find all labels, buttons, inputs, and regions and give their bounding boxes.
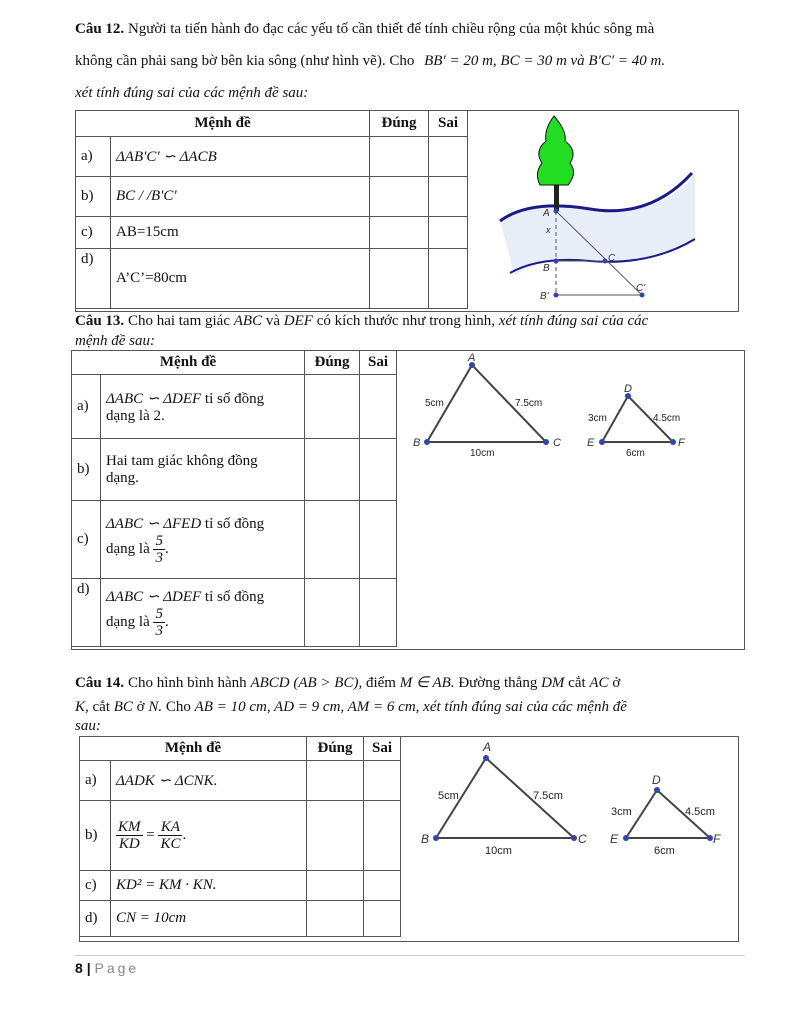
frac-den: 3 — [155, 622, 163, 639]
row-label: d) — [76, 249, 111, 309]
q14-header-true: Đúng — [307, 737, 364, 761]
label-b2: B' — [540, 291, 549, 302]
row-statement: ΔADK ∽ ΔCNK. — [111, 761, 307, 801]
table-row — [72, 579, 397, 647]
label-de: 3cm — [611, 806, 632, 818]
frac-num: KM — [118, 819, 141, 835]
label-c: C — [553, 437, 561, 449]
q13-header-false: Sai — [360, 351, 397, 375]
q13-header-statement: Mệnh đề — [72, 351, 305, 375]
q14-t1: Cho hình bình hành — [127, 675, 247, 691]
row-text2: dạng là 2. — [106, 407, 165, 424]
q13-and: và — [265, 313, 281, 329]
triangles-figure-13 — [400, 350, 700, 465]
false-cell[interactable] — [429, 137, 468, 177]
tree-icon — [537, 116, 573, 185]
triangle-abc — [421, 740, 587, 857]
q13-table — [71, 350, 397, 647]
label-c: C — [578, 832, 587, 846]
row-statement: AB=15cm — [111, 217, 370, 249]
triangles-figure-14 — [410, 736, 730, 866]
table-row — [76, 217, 468, 249]
row-text: tỉ số đồng — [204, 390, 265, 407]
row-statement: KD² = KM · KN. — [111, 871, 307, 901]
q14-l2e: N. — [148, 699, 163, 715]
label-x: x — [546, 225, 551, 235]
q13-def: DEF — [283, 313, 313, 329]
row-statement — [101, 439, 305, 501]
q13-abc: ABC — [233, 313, 263, 329]
true-cell[interactable] — [307, 801, 364, 871]
true-cell[interactable] — [307, 871, 364, 901]
q14-l2f: Cho — [165, 699, 191, 715]
fraction — [153, 533, 165, 566]
row-text2: dạng là — [106, 540, 150, 557]
q12-header-true: Đúng — [370, 111, 429, 137]
point-e — [599, 439, 605, 445]
false-cell[interactable] — [360, 579, 397, 647]
q13-text4: mệnh đề sau: — [75, 333, 155, 349]
row-label: a) — [76, 137, 111, 177]
true-cell[interactable] — [307, 761, 364, 801]
label-e: E — [587, 437, 595, 449]
table-row — [72, 439, 397, 501]
point-b2 — [554, 293, 559, 298]
q12-header-statement: Mệnh đề — [76, 111, 370, 137]
footer-separator: | — [86, 960, 91, 976]
false-cell[interactable] — [364, 801, 401, 871]
label-f: F — [678, 437, 685, 449]
true-cell[interactable] — [305, 579, 360, 647]
false-cell[interactable] — [429, 249, 468, 309]
false-cell[interactable] — [429, 177, 468, 217]
row-label: d) — [72, 579, 101, 647]
row-statement: A’C’=80cm — [111, 249, 370, 309]
river-figure — [470, 111, 736, 309]
label-ef: 6cm — [626, 448, 645, 459]
row-math: ΔABC ∽ ΔDEF — [106, 588, 202, 605]
point-f — [670, 439, 676, 445]
q12-line2 — [75, 48, 745, 74]
row-statement — [101, 501, 305, 579]
label-de: 3cm — [588, 413, 607, 424]
q14-l2c: BC — [113, 699, 133, 715]
q12-text1: Người ta tiến hành đo đạc các yếu tố cần thiết để tính chiều rộng của một khúc sông mà — [127, 21, 655, 37]
label-b: B — [543, 263, 550, 274]
q12-label: Câu 12. — [75, 21, 125, 37]
label-a: A — [483, 740, 492, 754]
fraction — [116, 819, 143, 852]
frac-den: KC — [160, 836, 181, 852]
q14-l2a: K, — [75, 699, 89, 715]
label-e: E — [610, 832, 619, 846]
q13-header-true: Đúng — [305, 351, 360, 375]
point-c — [603, 259, 608, 264]
label-b: B — [421, 832, 430, 846]
q14-t4: cắt — [568, 675, 586, 691]
q14-l2b: cắt — [92, 699, 110, 715]
row-statement — [111, 801, 307, 871]
label-c: C — [608, 253, 616, 264]
false-cell[interactable] — [360, 439, 397, 501]
true-cell[interactable] — [305, 375, 360, 439]
row-label: c) — [76, 217, 111, 249]
frac-den: 3 — [155, 549, 163, 566]
q12-instruction: xét tính đúng sai của các mệnh đề sau: — [75, 85, 309, 101]
fraction — [158, 819, 182, 852]
frac-num: 5 — [155, 605, 163, 622]
q14-m1: ABCD (AB > BC), — [250, 675, 363, 691]
row-text: Hai tam giác không đồng — [106, 452, 258, 469]
false-cell[interactable] — [360, 375, 397, 439]
fraction — [153, 606, 165, 639]
true-cell[interactable] — [307, 901, 364, 937]
equals: = — [146, 826, 155, 843]
q14-m4: AC — [589, 675, 609, 691]
frac-num: KA — [158, 819, 182, 836]
table-row — [80, 761, 401, 801]
label-c2: C' — [636, 283, 646, 294]
q13-text2: có kích thước như trong hình, — [316, 313, 496, 329]
label-bc: 10cm — [470, 448, 495, 459]
point-d — [654, 787, 660, 793]
point-c — [543, 439, 549, 445]
q14-label: Câu 14. — [75, 675, 125, 691]
label-ab: 5cm — [438, 790, 459, 802]
row-text2: dạng. — [106, 469, 139, 486]
q12-given: BB′ = 20 m, BC = 30 m và B′C′ = 40 m. — [424, 53, 666, 69]
row-label: a) — [72, 375, 101, 439]
q14-m2: M ∈ AB. — [399, 675, 455, 691]
row-label: b) — [76, 177, 111, 217]
point-b — [424, 439, 430, 445]
false-cell[interactable] — [429, 217, 468, 249]
row-statement: ΔAB'C' ∽ ΔACB — [111, 137, 370, 177]
row-label: a) — [80, 761, 111, 801]
label-a: A — [543, 208, 550, 219]
row-statement — [101, 375, 305, 439]
q12-text2: không cần phải sang bờ bên kia sông (như hình vẽ). Cho — [75, 53, 415, 69]
page-footer — [75, 960, 139, 976]
row-label: b) — [80, 801, 111, 871]
q14-header-statement: Mệnh đề — [80, 737, 307, 761]
q14-l2g: AB = 10 cm, AD = 9 cm, AM = 6 cm, — [194, 699, 420, 715]
true-cell[interactable] — [370, 217, 429, 249]
triangle-def — [610, 773, 721, 857]
row-statement: CN = 10cm — [111, 901, 307, 937]
triangle-def — [587, 383, 686, 459]
point-b — [554, 259, 559, 264]
table-row — [72, 501, 397, 579]
q12-table — [75, 110, 468, 309]
triangle-abc — [413, 352, 561, 459]
q12-header-false: Sai — [429, 111, 468, 137]
table-row — [76, 177, 468, 217]
q14-t3: Đường thẳng — [458, 675, 538, 691]
footer-rule — [75, 955, 745, 956]
row-math: ΔABC ∽ ΔDEF — [106, 390, 202, 407]
q14-header-false: Sai — [364, 737, 401, 761]
label-ac: 7.5cm — [515, 398, 543, 409]
false-cell[interactable] — [364, 761, 401, 801]
q13-line1 — [75, 311, 745, 331]
row-end: . — [164, 540, 169, 557]
row-text: tỉ số đồng — [204, 515, 265, 532]
point-b — [433, 835, 439, 841]
row-label: c) — [80, 871, 111, 901]
row-label: b) — [72, 439, 101, 501]
true-cell[interactable] — [305, 501, 360, 579]
q14-l2d: ở — [136, 699, 145, 715]
row-statement — [101, 579, 305, 647]
true-cell[interactable] — [370, 249, 429, 309]
table-row — [76, 137, 468, 177]
table-row — [80, 901, 401, 937]
q14-line1 — [75, 670, 745, 696]
row-end: . — [164, 613, 169, 630]
frac-num: 5 — [155, 532, 163, 549]
label-ab: 5cm — [425, 398, 444, 409]
row-text2: dạng là — [106, 613, 150, 630]
label-d: D — [624, 383, 632, 395]
label-df: 4.5cm — [685, 806, 715, 818]
false-cell[interactable] — [360, 501, 397, 579]
frac-den: KD — [118, 836, 140, 852]
q13-text1: Cho hai tam giác — [127, 313, 230, 329]
river-water — [500, 171, 695, 276]
row-label: c) — [72, 501, 101, 579]
true-cell[interactable] — [305, 439, 360, 501]
true-cell[interactable] — [370, 177, 429, 217]
table-row — [76, 249, 468, 309]
table-row — [80, 871, 401, 901]
label-f: F — [713, 832, 721, 846]
page-number: 8 — [75, 960, 83, 976]
true-cell[interactable] — [370, 137, 429, 177]
false-cell[interactable] — [364, 871, 401, 901]
label-b: B — [413, 437, 421, 449]
q14-table — [79, 736, 401, 937]
q13-label: Câu 13. — [75, 313, 125, 329]
page-word: Page — [94, 960, 140, 976]
point-c — [571, 835, 577, 841]
false-cell[interactable] — [364, 901, 401, 937]
point-a — [554, 209, 559, 214]
point-e — [623, 835, 629, 841]
row-math: ΔABC ∽ ΔFED — [106, 515, 202, 532]
q14-m3: DM — [541, 675, 565, 691]
q14-t2: điểm — [365, 675, 396, 691]
row-label: d) — [80, 901, 111, 937]
table-row — [80, 801, 401, 871]
q14-t5: ở — [612, 675, 621, 691]
point-a — [483, 755, 489, 761]
label-a: A — [468, 352, 476, 364]
label-df: 4.5cm — [653, 413, 681, 424]
q13-text3: xét tính đúng sai của các — [498, 313, 649, 329]
table-row — [72, 375, 397, 439]
label-ac: 7.5cm — [533, 790, 563, 802]
label-ef: 6cm — [654, 845, 675, 857]
row-text: tỉ số đồng — [204, 588, 265, 605]
q14-l2h: xét tính đúng sai của các mệnh đề — [423, 699, 627, 715]
label-bc: 10cm — [485, 845, 512, 857]
label-d: D — [652, 773, 661, 787]
q12-line1 — [75, 16, 745, 42]
row-statement: BC / /B'C' — [111, 177, 370, 217]
q14-l3: sau: — [75, 718, 101, 734]
row-end: . — [182, 826, 187, 843]
